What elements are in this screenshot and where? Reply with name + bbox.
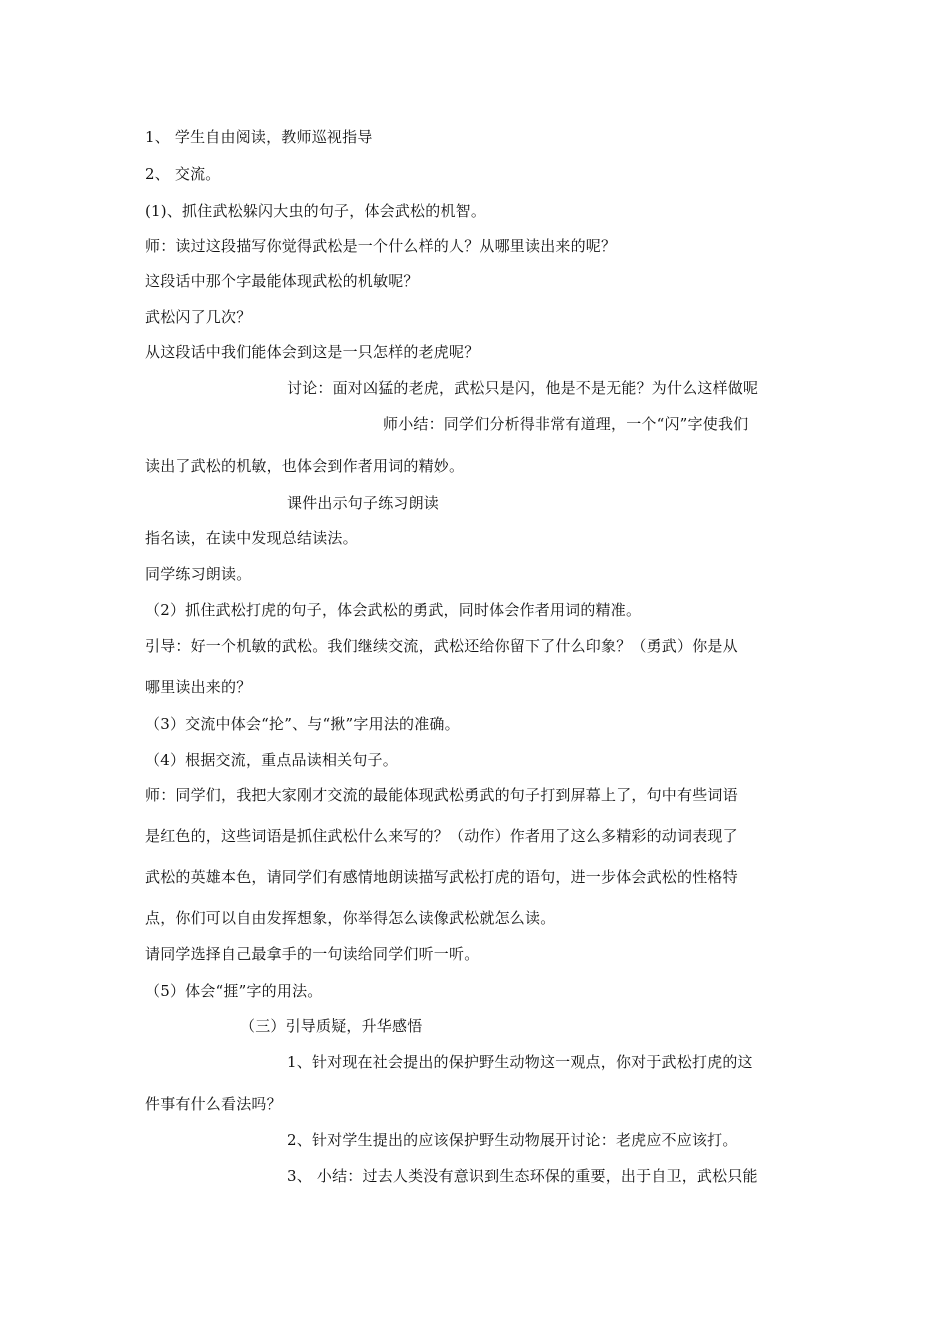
teacher-paragraph-line: 武松的英雄本色，请同学们有感情地朗读描写武松打虎的语句，进一步体会武松的性格特 — [145, 868, 738, 886]
point-1-heading: (1)、抓住武松躲闪大虫的句子，体会武松的机智。 — [145, 202, 487, 220]
reading-line: 同学练习朗读。 — [145, 565, 252, 583]
question-line: 从这段话中我们能体会到这是一只怎样的老虎呢？ — [145, 343, 480, 361]
item-1-continued: 件事有什么看法吗？ — [145, 1095, 282, 1113]
teacher-paragraph-line: 师：同学们，我把大家刚才交流的最能体现武松勇武的句子打到屏幕上了，句中有些词语 — [145, 786, 738, 804]
point-4-heading: （4）根据交流，重点品读相关句子。 — [145, 751, 398, 769]
question-line: 武松闪了几次？ — [145, 308, 252, 326]
courseware-line: 课件出示句子练习朗读 — [287, 494, 440, 512]
step-2-line: 2、 交流。 — [145, 165, 221, 183]
teacher-summary-continued: 读出了武松的机敏，也体会到作者用词的精妙。 — [145, 457, 465, 475]
teacher-paragraph-line: 是红色的，这些词语是抓住武松什么来写的？（动作）作者用了这么多精彩的动词表现了 — [145, 827, 738, 845]
point-2-heading: （2）抓住武松打虎的句子，体会武松的勇武，同时体会作者用词的精准。 — [145, 601, 642, 619]
section-3-heading: （三）引导质疑，升华感悟 — [240, 1017, 423, 1035]
teacher-question: 师：读过这段描写你觉得武松是一个什么样的人？从哪里读出来的呢？ — [145, 237, 617, 255]
item-3-line: 3、 小结：过去人类没有意识到生态环保的重要，出于自卫，武松只能 — [287, 1167, 758, 1185]
item-2-line: 2、针对学生提出的应该保护野生动物展开讨论：老虎应不应该打。 — [287, 1131, 738, 1149]
step-1-line: 1、 学生自由阅读，教师巡视指导 — [145, 128, 373, 146]
teacher-summary-line: 师小结：同学们分析得非常有道理，一个“闪”字使我们 — [383, 415, 749, 433]
guide-line-continued: 哪里读出来的？ — [145, 678, 252, 696]
reading-line: 指名读，在读中发现总结读法。 — [145, 529, 358, 547]
question-line: 这段话中那个字最能体现武松的机敏呢？ — [145, 272, 419, 290]
point-5-heading: （5）体会“捱”字的用法。 — [145, 982, 323, 1000]
guide-line: 引导：好一个机敏的武松。我们继续交流，武松还给你留下了什么印象？（勇武）你是从 — [145, 637, 738, 655]
instruction-line: 请同学选择自己最拿手的一句读给同学们听一听。 — [145, 945, 480, 963]
discussion-line: 讨论：面对凶猛的老虎，武松只是闪，他是不是无能？为什么这样做呢 — [287, 379, 759, 397]
teacher-paragraph-line: 点，你们可以自由发挥想象，你举得怎么读像武松就怎么读。 — [145, 909, 556, 927]
point-3-heading: （3）交流中体会“抡”、与“揪”字用法的准确。 — [145, 715, 460, 733]
item-1-line: 1、针对现在社会提出的保护野生动物这一观点，你对于武松打虎的这 — [287, 1053, 753, 1071]
